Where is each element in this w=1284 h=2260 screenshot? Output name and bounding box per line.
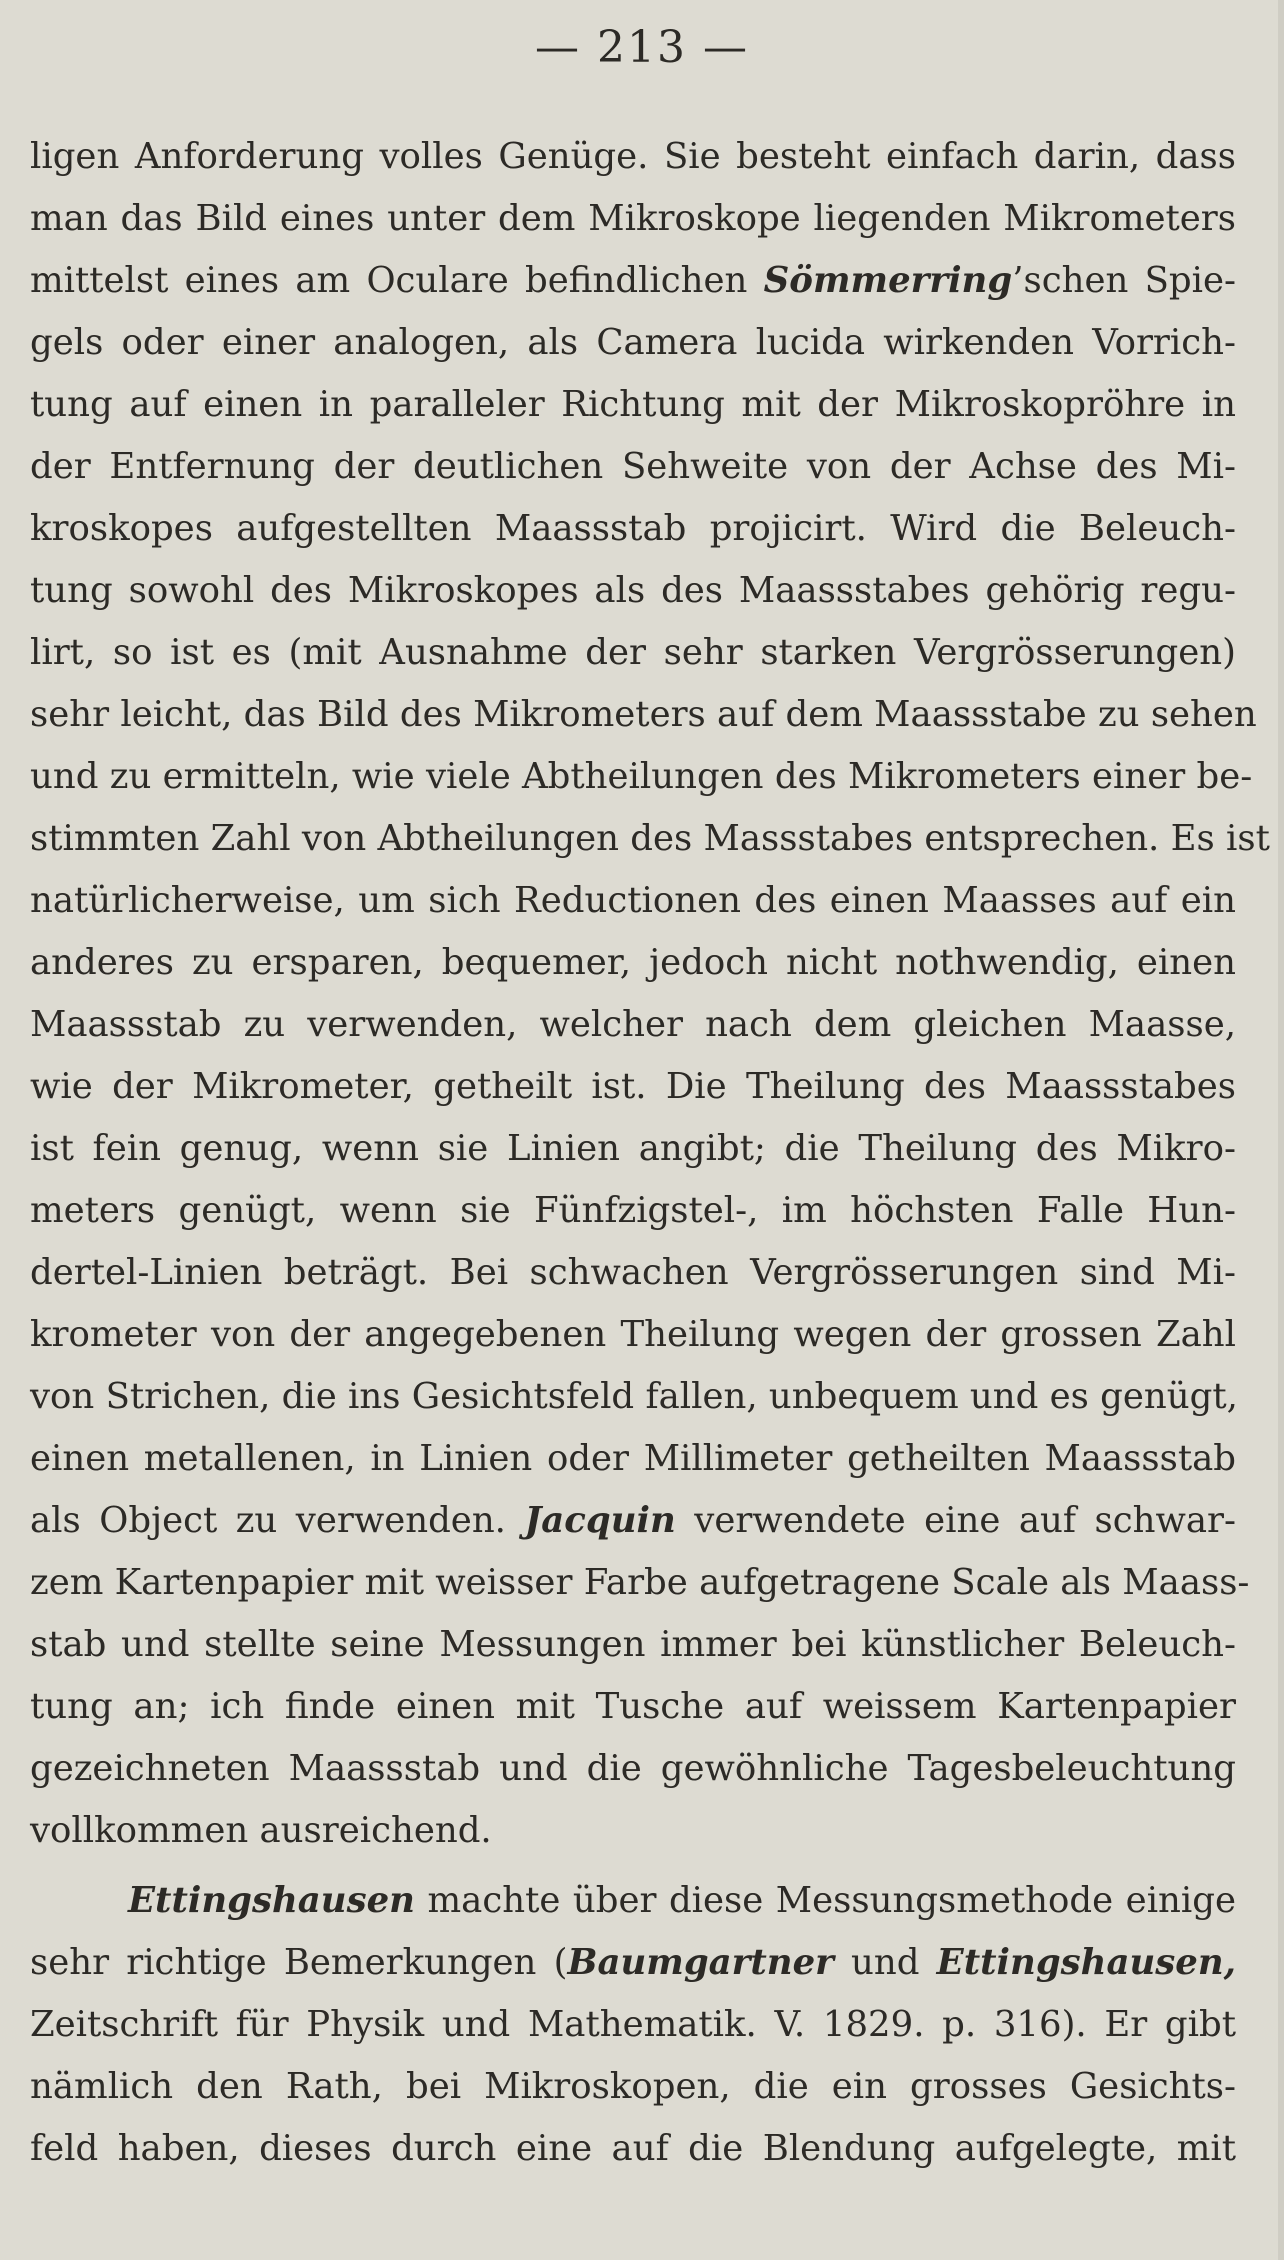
text-line: ist fein genug, wenn sie Linien angibt; die Theilung des Mikro- <box>30 1128 1236 1169</box>
text-line <box>30 1490 1236 1552</box>
text-line: gels oder einer analogen, als Camera lucida wirkenden Vorrich- <box>30 322 1236 363</box>
text-line: zem Kartenpapier mit weisser Farbe aufgetragene Scale als Maass- <box>30 1562 1250 1603</box>
text-line: tung sowohl des Mikroskopes als des Maassstabes gehörig regu- <box>30 570 1236 611</box>
text-line: tung an; ich finde einen mit Tusche auf weissem Kartenpapier <box>30 1686 1236 1727</box>
author-name-jacquin: Jacquin <box>524 1500 676 1541</box>
paragraph-2 <box>30 1870 1236 2180</box>
text-line: man das Bild eines unter dem Mikroskope liegenden Mikrometers <box>30 198 1236 239</box>
text-line: stimmten Zahl von Abtheilungen des Massstabes entsprechen. Es ist <box>30 818 1270 859</box>
text-line: wie der Mikrometer, getheilt ist. Die Theilung des Maassstabes <box>30 1066 1236 1107</box>
text-line: meters genügt, wenn sie Fünfzigstel-, im höchsten Falle Hun- <box>30 1190 1236 1231</box>
author-name-ettingshausen: Ettingshausen <box>128 1880 415 1921</box>
text-run: verwendete eine auf schwar- <box>675 1500 1236 1541</box>
text-run: machte über diese Messungsmethode einige <box>414 1880 1236 1921</box>
text-line: krometer von der angegebenen Theilung wegen der grossen Zahl <box>30 1314 1236 1355</box>
text-line: natürlicherweise, um sich Reductionen des einen Maasses auf ein <box>30 880 1236 921</box>
text-run: als Object zu verwenden. <box>30 1500 525 1541</box>
text-line: von Strichen, die ins Gesichtsfeld fallen, unbequem und es genügt, <box>30 1376 1238 1417</box>
text-run: und <box>833 1942 937 1983</box>
text-line <box>30 1870 1236 1932</box>
paragraph-1 <box>30 126 1270 1862</box>
text-line: kroskopes aufgestellten Maassstab projicirt. Wird die Beleuch- <box>30 508 1236 549</box>
text-line: feld haben, dieses durch eine auf die Blendung aufgelegte, mit <box>30 2128 1236 2169</box>
author-name-soemmerring: Sömmerring <box>763 260 1013 301</box>
text-line: sehr leicht, das Bild des Mikrometers auf dem Maassstabe zu sehen <box>30 694 1257 735</box>
text-line: vollkommen ausreichend. <box>30 1810 492 1851</box>
text-line: stab und stellte seine Messungen immer bei künstlicher Beleuch- <box>30 1624 1236 1665</box>
author-name-ettingshausen: Ettingshausen, <box>936 1942 1236 1983</box>
text-line: tung auf einen in paralleler Richtung mit der Mikroskopröhre in <box>30 384 1236 425</box>
text-line: ligen Anforderung volles Genüge. Sie besteht einfach darin, dass <box>30 136 1236 177</box>
text-run: ’schen Spie- <box>1012 260 1236 301</box>
text-line: der Entfernung der deutlichen Sehweite von der Achse des Mi- <box>30 446 1236 487</box>
text-run: sehr richtige Bemerkungen ( <box>30 1942 568 1983</box>
text-line: anderes zu ersparen, bequemer, jedoch nicht nothwendig, einen <box>30 942 1236 983</box>
text-line <box>30 1932 1236 1994</box>
author-name-baumgartner: Baumgartner <box>567 1942 834 1983</box>
paragraph-gap <box>30 1862 1236 1870</box>
text-line: lirt, so ist es (mit Ausnahme der sehr starken Vergrösserungen) <box>30 632 1236 673</box>
text-line: Zeitschrift für Physik und Mathematik. V. 1829. p. 316). Er gibt <box>30 2004 1236 2045</box>
text-line: Maassstab zu verwenden, welcher nach dem gleichen Maasse, <box>30 1004 1236 1045</box>
text-line: nämlich den Rath, bei Mikroskopen, die ein grosses Gesichts- <box>30 2066 1236 2107</box>
scan-edge <box>1278 0 1284 2260</box>
text-line: und zu ermitteln, wie viele Abtheilungen des Mikrometers einer be- <box>30 756 1253 797</box>
text-line: dertel-Linien beträgt. Bei schwachen Vergrösserungen sind Mi- <box>30 1252 1236 1293</box>
body-text <box>30 126 1270 2180</box>
page-number: — 213 — <box>535 22 749 73</box>
text-line: gezeichneten Maassstab und die gewöhnliche Tagesbeleuchtung <box>30 1748 1236 1789</box>
text-run: mittelst eines am Oculare befindlichen <box>30 260 764 301</box>
text-line <box>30 250 1236 312</box>
text-line: einen metallenen, in Linien oder Millimeter getheilten Maassstab <box>30 1438 1236 1479</box>
